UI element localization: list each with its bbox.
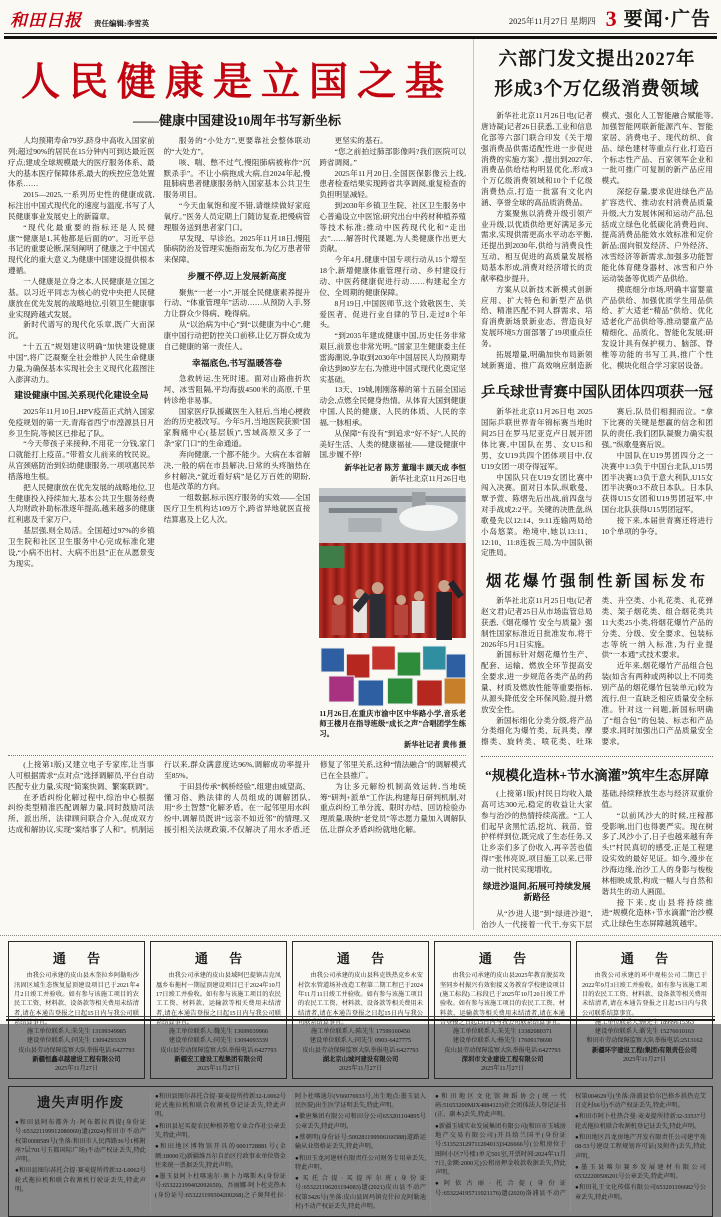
paragraph: ●和田玉龙河建材有限责任公司财务专用章丢失,特此声明。 xyxy=(295,1154,426,1171)
main-column-3 xyxy=(319,136,466,750)
article-consumption xyxy=(481,46,713,371)
article-ecology-body xyxy=(481,789,713,930)
notice-5 xyxy=(576,941,713,1078)
notice-3-contact1: 施工单位联系人:陈先生 17599160456 xyxy=(310,1028,411,1036)
paragraph: “到2035年建成健康中国,历史任务非常艰巨,前景也非常光明。”国家卫生健康委主任雷海潮说,争取到2030年中国居民人均预期寿命达到80岁左右,为推进中国式现代化奠定坚实基础。 xyxy=(319,331,467,384)
paragraph: 接下来,皮山县将持续推进“规模化造林+节水滴灌”治沙模式,让绿色生态屏障越筑越牢。 xyxy=(601,897,713,929)
paragraph: 人均预期寿命79岁,跻身中高收入国家前列;超过90%的居民在15分钟内可到达最近医疗点;建成全球规模最大的医疗服务体系、最大的基本医疗保障体系,最大的疾控应急处置体系…… xyxy=(8,136,155,189)
editor-label: 责任编辑:李雪英 xyxy=(94,18,149,28)
section-subhead: 绿进沙退间,拓展可持续发展新路径 xyxy=(482,880,591,903)
article-consumption-headline-line1: 六部门发文提出2027年 xyxy=(498,50,696,70)
notice-4-contact2: 建设单位联系人:杨先生 17609178690 xyxy=(452,1037,553,1045)
paragraph: 从“沙进人退”到“绿进沙退”,治沙人一代接着一代干,夯实下层基础,持续释放生态与经济双重价值。 xyxy=(481,789,713,929)
notice-5-contact2: 建设单位联系人:靳先生 15276010163 xyxy=(594,1028,695,1036)
paragraph: ●买托合提·买提库尔班(身份证号:653221196201194083)遗(2021)皮山县不动产权第3426号(坐落:皮山县固玛镇克什拉克阿勒迪村)不动产权证丢失,特此声明。 xyxy=(295,1175,426,1211)
paragraph: 到2030年乡镇卫生院、社区卫生服务中心普遍设立中医馆;研究出台中药材种植养殖等技术标准;推动中医药现代化和“走出去”……解答时代课题,为人类健康作出更大贡献。 xyxy=(319,201,467,254)
paragraph: “今天血氧饱和度不错,请继续做好家庭氧疗。”医务人员定期上门随访复查,把慢病管理服务送到患者家门口。 xyxy=(163,201,311,232)
notice-4 xyxy=(434,941,571,1078)
paragraph: ●徽唐集团有限公司和田分公司653201104895号公章丢失,特此声明。 xyxy=(295,1113,426,1130)
article-consumption-headline-line2: 形成3个万亿级消费领域 xyxy=(494,79,700,100)
main-article xyxy=(8,39,466,930)
paragraph: ●和田地区博物馆开具的0001728881号(金额:18000元)新疆维吾尔自治区行政事业单位资金往来统一票据丢失,特此声明。 xyxy=(155,1143,286,1169)
notice-3-company: 湖北京山城河建设有限公司 xyxy=(322,1056,399,1064)
notice-1-title: 通 告 xyxy=(52,951,110,967)
paragraph: 拓展增量,明确加快布局新领域新赛道、推广高效响应制造新模式、强化人工智能融合赋能等,加强智能网联新能源汽车、智能家居、消费电子、现代纺织、食品、绿色建材等重点行业,打造百个标志性产品、百家领军企业和一批可推广可复制的新产品应用模式。 xyxy=(481,111,713,370)
paragraph: ●蔡朝明(身份证号:500281199906166588)道路运输从业资格证丢失,特此声明。 xyxy=(295,1133,426,1151)
lost-declarations-title: 遗失声明作废 xyxy=(37,1094,124,1110)
lost-declarations-box xyxy=(8,1086,713,1217)
paragraph: 摸底细分市场,明确丰富婴童产品供给、加强优质学生用品供给、扩大适老“精品”供给、优化适老化产品供给等,推动婴童产品精细化、品质化、智能化发展;研发设计具有保护视力、脑部、脊椎等功能的书写工具,推广个性化、模块化组合学习家居设备。 xyxy=(601,284,713,370)
paragraph: 方案聚焦以消费升级引领产业升级,以优质供给更好满足多元需求,实现供需更高水平动态平衡,还提出到2030年,供给与消费良性互动、相互促进的高质量发展格局基本形成,消费对经济增长的贡献率稳步提升。 xyxy=(481,208,593,283)
notice-5-hotline: 和田市劳动保障监察大队举报电话:2513162 xyxy=(586,1037,703,1045)
article-fireworks-headline: 烟花爆竹强制性新国标发布 xyxy=(485,573,708,591)
paragraph: ●新疆玉城实业发展集团有限公司(和田市玉城房地产交易有限公司)开具给兰国平(身份证号:513523129711204013)3426666号(公租房位于图阿小区7号楼1单元501室,开票时间:2024年11月7日,金额:2000元)公租房押金收款收据丢失,特此声明。 xyxy=(435,1122,566,1177)
notice-5-company: 新疆环宇建设工程(集团)有限责任公司 xyxy=(592,1046,697,1054)
paragraph: 基层强,则全局活。全国超过97%的乡镇卫生院和社区卫生服务中心完成标准化建设,“小病不出村、大病不出县”正在从愿景变为现实。 xyxy=(8,526,155,568)
paragraph: 聚焦“一老一小”,开展全民健康素养提升行动、“体重管理年”活动……从预防入手,努力让群众少得病、晚得病。 xyxy=(163,287,311,319)
article-fireworks-body xyxy=(481,596,713,748)
notice-1-body: 由我公司承建的皮山县木奎拉乡阿勒吩沙汛固区域生态恢复屋顶建设项目已于2021年4月2日竣工并验收。如有参与该施工项目的农民工工资、材料款、设备款等相关费用未结清者,请在本通告登报之日起15日内与我公司联系结算事宜。 xyxy=(14,972,139,1026)
notice-4-body: 由我公司承建的皮山县2025年教育脱贫攻坚同乡村振兴有效衔接义务教育学校建设项目(施工标段)二标段已于2025年10月20日竣工并验收。如有参与该施工项目的农民工工资、材料款、运输款等相关费用未结清者,请在本通告登报之日起15日内与我公司联系结算事宜。 xyxy=(440,972,565,1026)
notice-2-title: 通 告 xyxy=(194,951,252,967)
paragraph: 从保障“有没有”到追求“好不好”,人民的美好生活、人类的健康福祉——建设健康中国,步履不停! xyxy=(319,428,467,460)
article-tabletennis xyxy=(481,381,713,559)
notice-1-contact2: 建设单位联系人:同先生 13094293339 xyxy=(26,1037,127,1045)
notice-5-date: 2025年11月27日 xyxy=(622,1056,667,1064)
notice-2-contact2: 建设单位联系人:同先生 13094093339 xyxy=(168,1037,269,1045)
paragraph: 新华社北京11月26日电 xyxy=(390,474,467,484)
notice-4-contact1: 施工单位联系人:朱先生 13382080371 xyxy=(452,1028,553,1036)
notice-4-date: 2025年11月27日 xyxy=(480,1065,525,1073)
main-column-3-text xyxy=(319,136,466,485)
notice-4-company: 深圳市文业建设工程有限公司 xyxy=(461,1056,544,1064)
notice-1-company: 新疆恒鑫卓越建设工程有限公司 xyxy=(32,1056,121,1064)
paragraph: ●阿依古丽·托合提(身份证号:653224195711021176)遗(2020)洛浦县不动产权第004629号(坐落:洛浦县恰尔巴格乡拱热克艾日克村66号)不动产权证丢失,特此声明。 xyxy=(435,1092,706,1197)
paragraph: 在矛盾纠纷化解过程中,综治中心根据纠纷类型精准匹配调解力量,同时鼓励司法所、派出所、法律顾问联合介入,促成双方达成和解协议,实现“案结事了人和”。机制运行以来,群众满意度达96%,调解成功率提升至85%。 xyxy=(8,760,310,835)
paragraph: 2015—2025,一系列历史性的健康成就,标注出中国式现代化的速度与温度,书写了人民健康事业发展史上的新篇章。 xyxy=(8,190,155,221)
notice-2-company: 新疆宏工建设工程集团有限公司 xyxy=(174,1056,263,1064)
issue-date: 2025年11月27日 星期四 xyxy=(508,16,596,27)
main-column-1 xyxy=(8,136,155,750)
main-subtitle: ——健康中国建设10周年书写新坐标 xyxy=(132,113,341,128)
paragraph: ●墨玉县喀尔赛乡发展建材有限公司65322200506201号公章丢失,特此声明。 xyxy=(575,1163,706,1181)
paragraph: 国家医疗队援藏医生入驻后,当地心梗救治的历史被改写。今年5月,当地医院获颁“国家胸痛中心(基层版)”,雪域高原又多了一条“家门口”的生命通道。 xyxy=(163,406,311,449)
article-fireworks xyxy=(481,569,713,748)
article-tabletennis-body xyxy=(481,407,713,559)
paragraph: 一组数据,标示医疗服务的实效——全国医疗卫生机构达109万个,跨省异地就医直接结算惠及上亿人次。 xyxy=(163,493,311,524)
article-tabletennis-headline: 乒乓球世青赛中国队团体四项获一冠 xyxy=(481,385,713,402)
paragraph: 今年4月,健康中国专项行动从15个增至18个,新增健康体重管理行动、乡村建设行动、中医药健康促进行动……构建起全方位、全周期的健康保障。 xyxy=(319,255,467,297)
paragraph: 13天、19城,刚刚落幕的第十五届全国运动会,点燃全民健身热情。从体育大国到健康中国,人民的健康、人民的体质、人民的幸福,一脉相承。 xyxy=(319,385,467,427)
article-ecology-headline: “规模化造林+节水滴灌”筑牢生态屏障 xyxy=(485,768,709,784)
notice-2-body: 由我公司承建的皮山县域阿巴提镇吉克凤凰乡布拖村一期屋顶建设项目已于2024年10月17日竣工并验收。如有参与该施工项目的农民工工资、材料款、运输款等相关费用未结清者,请在本通告登报之日起15日内与我公司联系结算事宜。 xyxy=(156,972,281,1026)
paragraph: “今天带孩子来接种,不用花一分钱,家门口就能打上疫苗。”带着女儿前来的牧民说。从宫颈癌防治到妇幼健康服务,一项项惠民举措落地生根。 xyxy=(8,439,155,481)
notice-3-contact2: 建设单位联系人:同先生 0903-6427775 xyxy=(309,1037,412,1045)
paragraph: ●和田礼王文化传媒有限公司653201106682号公章丢失,特此声明。 xyxy=(575,1184,706,1201)
paragraph: ●墨玉县阿卜杜喀迪尔·奥卜力喀斯木(身份证号:653222199402092650)、吾丽娜·阿卜杜克热木(身份证号:653221199304200268)之子奥拜杜拉·阿卜杜喀迪尔(V66076933号,出生地点:墨玉县人民医院)出生医学证明丢失,特此声明。 xyxy=(155,1092,426,1199)
paragraph: 中国队在U19男团四分之一决赛中1:3负于中国台北队,U15男团半决赛1:3负于意大利队,U15女团半决赛0:3不敌日本队。日本队获得U15女团和U19男团冠军,中国台北队获得U15男团冠军。 xyxy=(601,450,713,515)
notice-3-body: 由我公司承建的皮山县科克铁热克乡永安村饮水管道场补改造工程第二期工程已于2024年11月11日竣工并验收。如有参与该施工项目的农民工工资、材料款、设备款等相关费用未结清者,请在本通告登报之日起15日内与我公司联系结算事宜。 xyxy=(298,972,423,1026)
paragraph: 急救转运,生死时速。面对山路曲折坎坷、冰雪阻隔,平均海拔4500米的高原,千里转诊绝非易事。 xyxy=(163,374,311,405)
paragraph: 从“以治病为中心”到“以健康为中心”,健康中国行动把防控关口前移,让亿万群众成为自己健康的第一责任人。 xyxy=(163,320,311,351)
notices-row xyxy=(0,935,721,1080)
paragraph: ●和田地区文化馆舞蹈协会(统一代码:51653200MJX4884123)社会团体法人登记证书(正、副本)丢失,特此声明。 xyxy=(435,1092,566,1119)
masthead-logo: 和田日报 xyxy=(10,11,82,30)
paragraph: 早发现、早诊治。2025年11月18日,慢阻肺病防治及管理实施指南发布,为亿万患者带来保障。 xyxy=(163,233,311,265)
paragraph: “以前风沙大的时候,庄稼都受影响,出门也得裹严实。现在树多了,风沙小了,日子也越来越有奔头!”村民真切的感受,正是工程建设实效的最好见证。如今,漫步在沙海边缘,治沙工人的身影与梭梭林相映成景,构成一幅人与自然和谐共生的动人画面。 xyxy=(601,810,713,896)
paragraph: 新时代谱写的现代化乐章,既广大而深沉。 xyxy=(8,320,155,341)
paragraph: ●和田县阿布都外力·阿布都拉西提(身份证号:653221199912080069)遗(2024)和田市不动产权第0008589号(坐落:和田市人民西路36号1栋附座7层701号玉都国际广场)不动产权证丢失,特此声明。 xyxy=(15,1119,146,1164)
paragraph: 新华社北京11月26日电(记者 唐诗凝)记者26日获悉,工业和信息化部等六部门联合印发《关于增强消费品供需适配性进一步促进消费的实施方案》,提出到2027年,消费品供给结构明显优化,形成3个万亿级消费领域和10个千亿级消费热点,打造一批富有文化内涵、享誉全球的高品质消费品。 xyxy=(481,111,593,207)
notice-4-title: 通 告 xyxy=(478,951,536,967)
paragraph: “十五五”规划建议明确“加快建设健康中国”,将广泛凝聚全社会维护人民生命健康力量,为确保基本实现社会主义现代化蓝图注入澎湃动力。 xyxy=(8,342,155,384)
paragraph: 中国队只在U19女团比赛中闯入决赛。面对日本队,纵歌曼、覃予萱、陈熠先后出战,前四盘与对手战成2:2平。关键的决胜盘,纵歌曼先以12:14、9:11连输两局给小岛悠菜。绝境中,她以13:11、12:10、11:8连扳三局,为中国队锁定胜局。 xyxy=(481,472,593,558)
notice-2-contact1: 施工单位联系人:魏先生 13699039966 xyxy=(168,1028,269,1036)
paragraph: ●和田县图尔荪托合提·赛麦提所持新32-L0062号轮式拖拉机和联合收割机行驶证丢失,特此声明。 xyxy=(15,1167,146,1194)
news-photo-illustration xyxy=(319,488,466,707)
section-subhead: 幸福底色,书写温暖答卷 xyxy=(191,357,283,368)
paragraph: 新国标针对烟花爆竹生产、配套、运输、燃放全环节提高安全要求,进一步规范各类产品的药量、材质及燃放性能等重要指标,从源头降低安全环保风险,提升燃放安全性。 xyxy=(481,650,593,714)
paragraph: ●和田县图尔荪托合提·赛麦提所持新32-L0062号轮式拖拉机和联合收割机登记证丢失,特此声明。 xyxy=(155,1092,286,1119)
paragraph: 接下来,本届世青赛还将进行10个单项的争夺。 xyxy=(601,515,713,536)
notice-5-title: 通 告 xyxy=(620,951,678,967)
page-bottom-rule xyxy=(6,1016,715,1021)
paragraph: 奔向健康,一个都不能少。大病在本省解决,一般的病在市县解决,日常的头疼脑热在乡村解决,“就近看好病”是亿万百姓的期盼,也是改革的方向。 xyxy=(163,449,311,492)
notice-3-title: 通 告 xyxy=(336,951,394,967)
notice-3-date: 2025年11月27日 xyxy=(338,1065,383,1073)
paragraph: ●和田县尼买提农民种植养殖专业合作社公章丢失,特此声明。 xyxy=(155,1122,286,1139)
notice-4-hotline: 皮山县劳动保障监察大队举报电话:6427793 xyxy=(444,1046,561,1054)
notice-1-contact1: 施工单位联系人:朱先生 13199349985 xyxy=(26,1028,127,1036)
paragraph: “现代化最重要的指标还是人民健康”“健康是1,其他都是后面的0”。习近平总书记的重要论断,深刻阐明了健康之于中国式现代化的重大意义,为健康中国建设提供根本遵循。 xyxy=(8,222,155,276)
paragraph: 服务的“小处方”,更要靠社会整体联动的“大处方”。 xyxy=(163,136,311,156)
notice-5-contact1: 施工单位联系人:顾先生 18999615363 xyxy=(594,1018,695,1026)
notice-3 xyxy=(292,941,429,1078)
paragraph: 近年来,烟花爆竹产品组合包装(如含有两种或两种以上不同类别产品的烟花爆竹包装单元)较为流行,但一直缺乏相应质量安全标准。针对这一问题,新国标明确了“组合包”的包装、标志和产品要求,同时加强出口产品质量安全要求。 xyxy=(601,661,713,747)
paragraph: 8月19日,中国医师节,这个致敬医生、关爱医者、促进行业自律的节日,走过8个年头。 xyxy=(319,298,467,330)
paragraph: 一人健康是立身之本,人民健康是立国之基。以习近平同志为核心的党中央把人民健康放在优先发展的战略地位,引领卫生健康事业实现跨越式发展。 xyxy=(8,276,155,319)
article-ecology xyxy=(481,756,713,930)
masthead xyxy=(0,0,721,33)
paragraph: 深挖存量,要求促进绿色产品扩容迭代、推动农村消费品质量升级,大力发展休闲和运动产品,包括成立绿色化低碳化消费趋向、提高消费品能效水效标准和定价新品;面向银发经济、户外经济、冰雪经济等新需求,加强多功能智能化体育健身器材、冰雪和户外运动装备等优质产品供给。 xyxy=(601,187,713,283)
paragraph: 新华社北京11月25日电(记者 赵文君)记者25日从市场监管总局获悉,《烟花爆竹 安全与质量》强制性国家标准近日批准发布,将于2026年5月1日实施。 xyxy=(481,596,593,649)
paragraph: 2025年11月20日,全国医保影像云上线,患者检查结果实现跨省共享调阅,重复检查的负担明显减轻。 xyxy=(319,168,467,200)
paragraph: (上接第1版)又建立电子专家库,让当事人可根据需求“点对点”选择调解员,平台自动匹配专业力量,实现“简案快调、繁案联调”。 xyxy=(8,760,154,791)
news-photo xyxy=(319,488,466,707)
paragraph: (上接第1版)村民日均收入最高可达300元,稳定的收益让大家参与治沙的热情持续高涨。“工人们起早贪黑忙活,挖坑、栽苗、管护样样到位,既完成了生态任务,又让乡亲们多了份收入,再辛苦也值得!”张伟亮说,项目施工以来,已带动一批村民实现增收。 xyxy=(481,789,593,874)
paragraph: 更坚实的基石。 xyxy=(334,136,388,145)
paragraph: ●和田地区昌龙房地产开发有限责任公司建宇苑08-53号建设工程规划许可证(及附件)丢失,特此声明。 xyxy=(575,1133,706,1160)
paragraph: 2025年11月10日,HPV疫苗正式纳入国家免疫规划的第一天,青海省西宁市湟源县日月乡卫生院,等候区已排起了队。 xyxy=(8,406,155,438)
notice-1-date: 2025年11月27日 xyxy=(54,1065,99,1073)
page-number: 3 xyxy=(605,6,617,32)
notice-1 xyxy=(8,941,145,1078)
notice-2-hotline: 皮山县劳动保障监察大队举报电话:6427793 xyxy=(160,1046,277,1054)
paragraph: 赛后,队员们相拥而泣。“拿下比赛的关键是想赢的信念和团队的责任,我们团队凝聚力确实很强。”纵歌曼赛后说。 xyxy=(601,407,713,449)
paragraph: 把人民健康放在优先发展的战略地位,卫生健康投入持续加大,基本公共卫生服务经费人均财政补助标准逐年提高,越来越多的健康红利惠及千家万户。 xyxy=(8,482,155,525)
section-subhead: 步履不停,迈上发展新高度 xyxy=(187,271,287,282)
paragraph: 咳、喘、憋不过气,慢阻肺病被称作“沉默杀手”。不让小病拖成大病,自2024年起,慢阻肺病患者健康服务纳入国家基本公共卫生服务项目。 xyxy=(163,157,311,200)
section-subhead: 建设健康中国,关系现代化建设全局 xyxy=(14,390,149,401)
article-consumption-body xyxy=(481,111,713,371)
notice-3-hotline: 皮山县劳动保障监察大队举报电话:6427793 xyxy=(302,1046,419,1054)
sidebar-articles xyxy=(473,39,713,930)
paragraph: “您之前拍过肺部影像吗?我们医院可以跨省调阅。” xyxy=(319,146,467,167)
main-column-2 xyxy=(164,136,311,750)
notice-2 xyxy=(150,941,287,1078)
paragraph: 新国标细化分类分级,将产品分类细化为爆竹类、玩具类、摩擦类、旋转类、喷花类、吐珠类、升空类、小礼花类、礼花弹类、架子烟花类、组合烟花类共11大类25小类,将烟花爆竹产品的分类、分级、安全要求、包装标志等统一纳入标准,为行业提供“一本通”式技术要求。 xyxy=(481,596,713,747)
photo-caption: 11月26日,在重庆市渝中区中华路小学,音乐老师王楼月在指导班级“成长之声”合唱团学生练习。 xyxy=(319,709,467,739)
notice-5-body: 由我公司承建的环中观桂公司二期已于2022年9月3日竣工并验收。如有参与该施工项目的农民工工资、材料款、设备款等相关费用未结清者,请在本通告登报之日起15日内与我公司联系结算事宜。 xyxy=(582,972,707,1017)
photo-credit: 新华社记者 黄伟 摄 xyxy=(403,739,467,749)
paragraph: 于田县传承“枫桥经验”,组建由威望高、懂习俗、熟法律的人员组成的调解团队,用“乡土智慧”化解矛盾。在一起邻里用水纠纷中,调解员既讲“远亲不如近邻”的情理,又援引相关法规政策,不仅解决了用水矛盾,还修复了邻里关系,这种“情法融合”的调解模式已在全县推广。 xyxy=(164,760,466,835)
paragraph: 新华社北京11月26日电 2025国际乒联世界青年锦标赛当地时间25日在罗马尼亚克卢日展开团体比赛,中国队在男、女U15和男、女U19共四个团体项目中,仅U19女团一项夺得冠军。 xyxy=(481,407,593,471)
notice-1-hotline: 皮山县劳动保障监察大队举报电话:6427793 xyxy=(18,1046,135,1054)
notice-2-date: 2025年11月27日 xyxy=(196,1065,241,1073)
paragraph: 为让多元解纷机制高效运转,当地统筹“研判+派单”工作法,构建每日研判机制,对重点纠纷工单分流、限时办结、回访检验办理质量,吸纳“老党员”等志愿力量加入调解队伍,让群众矛盾纠纷就地化解。 xyxy=(320,781,466,835)
paragraph: 新华社记者 陈芳 董瑞丰 顾天成 李恒 xyxy=(344,463,467,473)
main-headline: 人民健康是立国之基 xyxy=(20,61,453,104)
continuation-article xyxy=(8,755,466,836)
section-name: 要闻·广告 xyxy=(623,8,711,30)
paragraph: 方案从以新技术新模式创新应用、扩大特色和新型产品供给、精准匹配不同人群需求、培育消费新场景新业态、营造良好发展环境5方面部署了19项重点任务。 xyxy=(481,284,593,348)
paragraph: ●和田市阿卜杜热合曼·麦麦提所持新32-33537号轮式拖拉机联合收割机登记证丢失,特此声明。 xyxy=(575,1113,706,1130)
